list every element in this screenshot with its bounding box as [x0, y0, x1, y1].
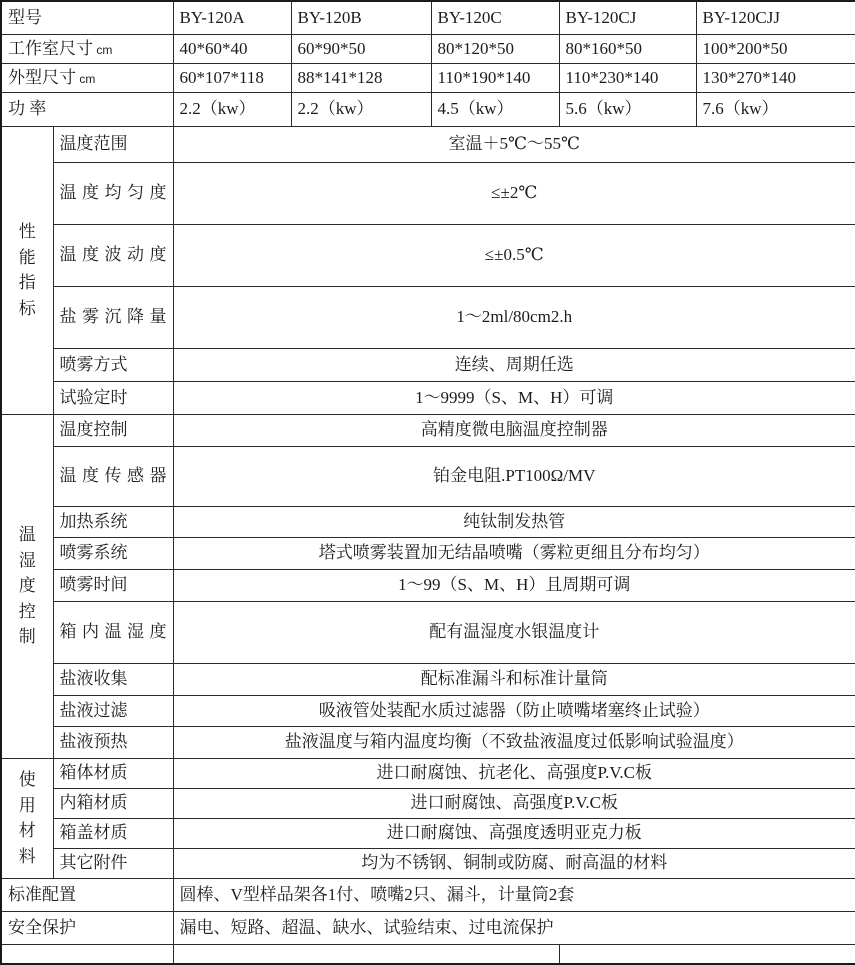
spec-row: [1, 348, 855, 381]
spec-name: 温度范围: [53, 126, 173, 162]
section-label-char: 材: [18, 821, 36, 840]
header-row: [1, 34, 855, 63]
spec-value: 高精度微电脑温度控制器: [173, 414, 855, 446]
spec-name: 试验定时: [53, 381, 173, 414]
spec-name: 箱盖材质: [53, 818, 173, 848]
spec-name: 盐液预热: [53, 726, 173, 758]
section-label-vertical-0: [8, 219, 47, 321]
spec-row: [1, 286, 855, 348]
spec-value: 进口耐腐蚀、高强度透明亚克力板: [173, 818, 855, 848]
spec-row: [1, 695, 855, 726]
footer-row: [1, 911, 855, 944]
section-label-char: 温: [18, 525, 36, 545]
section-label-char: 用: [18, 795, 36, 815]
spec-value: 进口耐腐蚀、抗老化、高强度P.V.C板: [173, 758, 855, 788]
spec-value: 均为不锈钢、铜制或防腐、耐高温的材料: [173, 848, 855, 878]
spec-name: 温度均匀度: [53, 162, 173, 224]
section-label-char: 标: [18, 298, 36, 318]
model-value-1-1: 60*90*50: [291, 34, 431, 63]
spec-value: 吸液管处装配水质过滤器（防止喷嘴堵塞终止试验）: [173, 695, 855, 726]
model-value-3-4: 7.6（kw）: [696, 92, 855, 126]
spec-row: [1, 848, 855, 878]
spec-value: 进口耐腐蚀、高强度P.V.C板: [173, 788, 855, 818]
model-value-0-1: BY-120B: [291, 1, 431, 34]
header-label-0: 型号: [1, 1, 173, 34]
section-label-0: [1, 126, 53, 414]
section-label-char: 料: [18, 846, 36, 866]
header-label-2: 外型尺寸 cm: [1, 63, 173, 92]
spec-name: 其它附件: [53, 848, 173, 878]
footer-label-0: 标准配置: [1, 878, 173, 911]
spec-name: 温度波动度: [53, 224, 173, 286]
spec-name: 盐液过滤: [53, 695, 173, 726]
footer-value-0: 圆棒、V型样品架各1付、喷嘴2只、漏斗，计量筒2套: [173, 878, 855, 911]
footer-row: [1, 878, 855, 911]
header-unit-1: cm: [93, 42, 113, 57]
spec-value: 配有温湿度水银温度计: [173, 601, 855, 663]
model-value-0-0: BY-120A: [173, 1, 291, 34]
cutoff-row: [1, 944, 855, 964]
spec-value: 1～99（S、M、H）且周期可调: [173, 569, 855, 601]
spec-row: [1, 381, 855, 414]
spec-name: 喷雾时间: [53, 569, 173, 601]
section-label-vertical-1: [8, 522, 47, 650]
spec-row: [1, 663, 855, 695]
spec-value: 铂金电阻.PT100Ω/MV: [173, 446, 855, 506]
spec-name: 箱内温湿度: [53, 601, 173, 663]
model-value-3-1: 2.2（kw）: [291, 92, 431, 126]
spec-value: 塔式喷雾装置加无结晶喷嘴（雾粒更细且分布均匀）: [173, 537, 855, 569]
model-value-1-4: 100*200*50: [696, 34, 855, 63]
spec-value: 配标准漏斗和标准计量筒: [173, 663, 855, 695]
section-label-char: 湿: [18, 550, 36, 570]
spec-value: ≤±2℃: [173, 162, 855, 224]
spec-row: [1, 569, 855, 601]
spec-name: 内箱材质: [53, 788, 173, 818]
model-value-3-2: 4.5（kw）: [431, 92, 559, 126]
spec-name: 加热系统: [53, 506, 173, 537]
section-label-char: 指: [18, 273, 36, 292]
cutoff-right-cell: [559, 944, 855, 964]
spec-name: 箱体材质: [53, 758, 173, 788]
spec-row: [1, 818, 855, 848]
model-value-0-4: BY-120CJJ: [696, 1, 855, 34]
section-label-char: 控: [18, 601, 36, 621]
section-label-char: 使: [18, 770, 36, 789]
spec-value: 连续、周期任选: [173, 348, 855, 381]
spec-row: [1, 506, 855, 537]
header-row: [1, 63, 855, 92]
spec-name: 温度传感器: [53, 446, 173, 506]
section-label-char: 性: [18, 222, 36, 241]
section-label-2: [1, 758, 53, 878]
section-label-char: 制: [18, 627, 36, 647]
spec-row: [1, 726, 855, 758]
model-value-1-3: 80*160*50: [559, 34, 696, 63]
spec-value: 纯钛制发热管: [173, 506, 855, 537]
spec-value: 室温＋5℃～55℃: [173, 126, 855, 162]
model-value-2-0: 60*107*118: [173, 63, 291, 92]
header-row: [1, 1, 855, 34]
model-value-3-3: 5.6（kw）: [559, 92, 696, 126]
spec-row: [1, 414, 855, 446]
model-value-2-1: 88*141*128: [291, 63, 431, 92]
header-label-1: 工作室尺寸 cm: [1, 34, 173, 63]
footer-label-1: 安全保护: [1, 911, 173, 944]
header-label-3: 功 率: [1, 92, 173, 126]
spec-name: 盐雾沉降量: [53, 286, 173, 348]
spec-row: [1, 537, 855, 569]
spec-row: [1, 126, 855, 162]
spec-value: ≤±0.5℃: [173, 224, 855, 286]
model-value-1-2: 80*120*50: [431, 34, 559, 63]
footer-value-1: 漏电、短路、超温、缺水、试验结束、过电流保护: [173, 911, 855, 944]
spec-row: [1, 224, 855, 286]
model-value-0-2: BY-120C: [431, 1, 559, 34]
header-row: [1, 92, 855, 126]
header-unit-2: cm: [76, 71, 96, 86]
model-value-3-0: 2.2（kw）: [173, 92, 291, 126]
model-value-2-3: 110*230*140: [559, 63, 696, 92]
model-value-0-3: BY-120CJ: [559, 1, 696, 34]
section-label-char: 度: [18, 576, 36, 596]
cutoff-middle-cell: [173, 944, 559, 964]
spec-value: 1～2ml/80cm2.h: [173, 286, 855, 348]
spec-value: 盐液温度与箱内温度均衡（不致盐液温度过低影响试验温度）: [173, 726, 855, 758]
model-value-2-2: 110*190*140: [431, 63, 559, 92]
spec-row: [1, 162, 855, 224]
spec-row: [1, 601, 855, 663]
spec-row: [1, 758, 855, 788]
spec-value: 1～9999（S、M、H）可调: [173, 381, 855, 414]
spec-row: [1, 788, 855, 818]
section-label-char: 能: [18, 247, 36, 267]
model-value-1-0: 40*60*40: [173, 34, 291, 63]
spec-name: 盐液收集: [53, 663, 173, 695]
spec-name: 喷雾方式: [53, 348, 173, 381]
spec-row: [1, 446, 855, 506]
section-label-vertical-2: [8, 767, 47, 869]
section-label-1: [1, 414, 53, 758]
cutoff-left-cell: [1, 944, 173, 964]
spec-name: 温度控制: [53, 414, 173, 446]
spec-name: 喷雾系统: [53, 537, 173, 569]
model-value-2-4: 130*270*140: [696, 63, 855, 92]
